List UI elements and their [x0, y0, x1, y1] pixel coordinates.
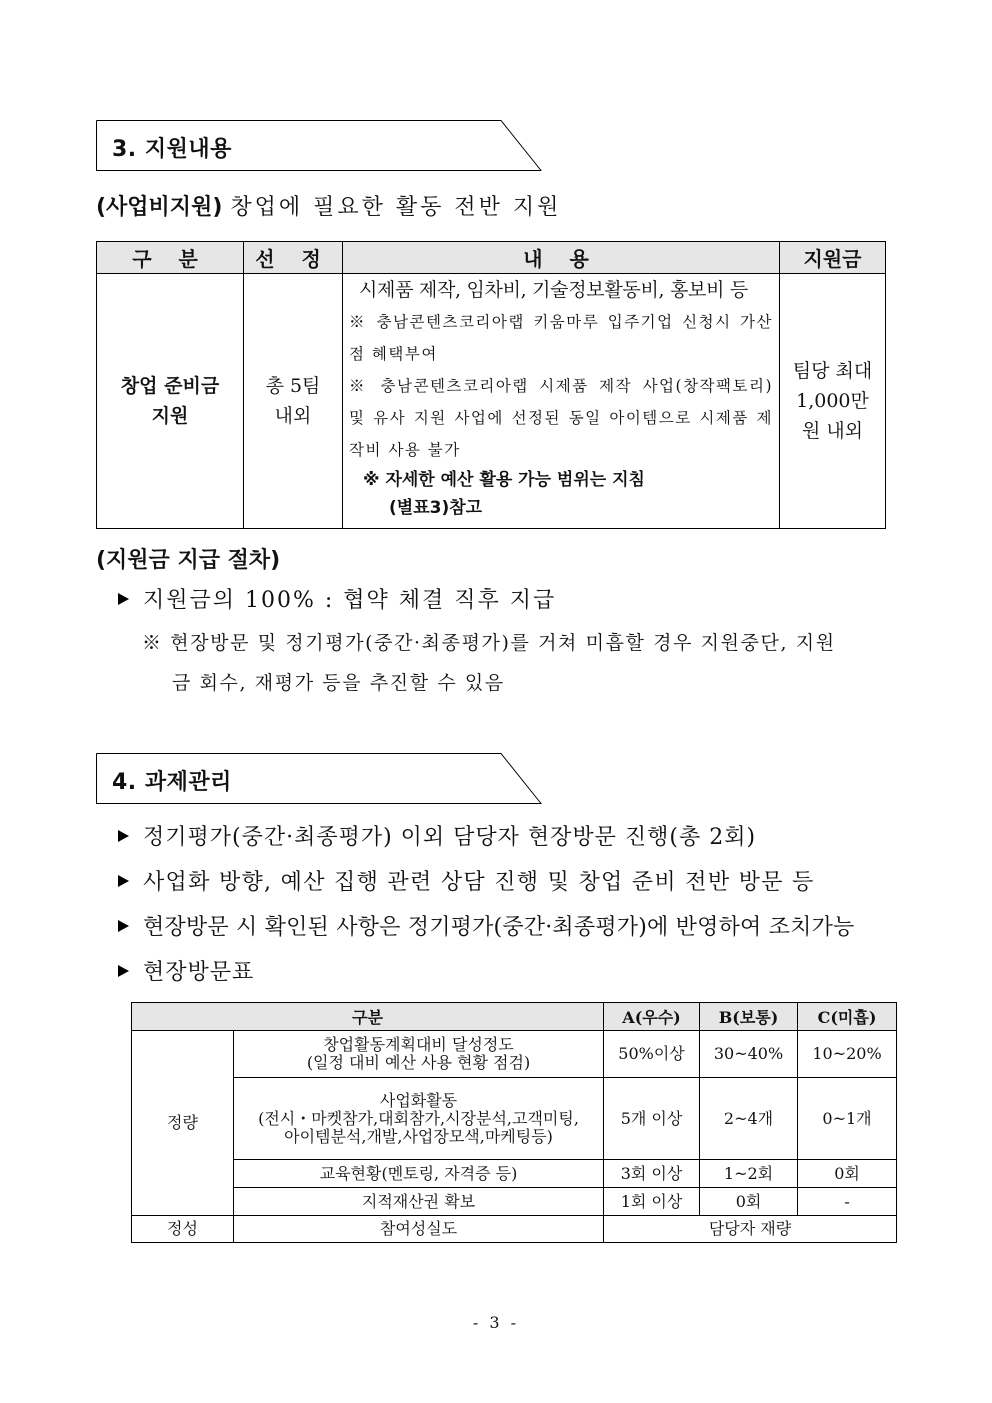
section-3-title: 3. 지원내용 [112, 137, 232, 162]
item-line: (일정 대비 예산 사용 현황 점검) [306, 1053, 531, 1072]
payment-bullet-item [118, 583, 556, 614]
header-grade-c: C(미흡) [798, 1003, 897, 1031]
item-cell: 지적재산권 확보 [234, 1188, 604, 1216]
payment-note-line1: ※ 현장방문 및 정기평가(중간·최종평가)를 거쳐 미흡할 경우 지원중단, 지원 [142, 632, 836, 654]
management-bullet-3 [118, 910, 854, 941]
section-4-title: 4. 과제관리 [112, 770, 232, 795]
category-cell: 창업 준비금 지원 [97, 274, 244, 529]
qualitative-item: 참여성실도 [234, 1216, 604, 1243]
content-note-3-line2: (별표3)참고 [389, 498, 483, 518]
table-row [132, 1078, 897, 1160]
grade-c-cell: 10~20% [798, 1031, 897, 1078]
table-row [132, 1188, 897, 1216]
triangle-bullet-icon [118, 965, 129, 977]
selection-cell: 총 5팀 내외 [244, 274, 343, 529]
grade-c-cell: - [798, 1188, 897, 1216]
triangle-bullet-icon [118, 593, 129, 605]
grade-b-cell: 30~40% [700, 1031, 798, 1078]
payment-note-line2: 금 회수, 재평가 등을 추진할 수 있음 [172, 672, 505, 694]
header-content: 내 용 [343, 242, 780, 274]
header-category: 구분 [132, 1003, 604, 1031]
content-note-3-line1: ※ 자세한 예산 활용 가능 범위는 지침 [363, 470, 645, 490]
amount-cell: 팀당 최대 1,000만원 내외 [780, 274, 886, 529]
grade-b-cell: 0회 [700, 1188, 798, 1216]
section-4-header [96, 753, 542, 805]
section-3-header [96, 120, 542, 172]
item-line: 창업활동계획대비 달성정도 [323, 1035, 514, 1054]
grade-a-cell: 50%이상 [604, 1031, 700, 1078]
business-support-line [96, 190, 561, 221]
management-bullet-1 [118, 820, 756, 851]
header-amount: 지원금 [780, 242, 886, 274]
payment-bullet-text: 지원금의 100% : 협약 체결 직후 지급 [143, 588, 557, 613]
management-bullet-text: 현장방문 시 확인된 사항은 정기평가(중간·최종평가)에 반영하여 조치가능 [143, 915, 855, 940]
management-bullet-text: 정기평가(중간·최종평가) 이외 담당자 현장방문 진행(총 2회) [143, 825, 757, 850]
management-bullet-text: 사업화 방향, 예산 집행 관련 상담 진행 및 창업 준비 전반 방문 등 [143, 870, 815, 895]
qualitative-result: 담당자 재량 [604, 1216, 897, 1243]
grade-c-cell: 0~1개 [798, 1078, 897, 1160]
item-line: 아이템분석,개발,사업장모색,마케팅등) [284, 1126, 553, 1146]
content-note-1: ※ 충남콘텐츠코리아랩 키움마루 입주기업 신청시 가산점 혜택부여 [349, 313, 773, 363]
support-content-table [96, 241, 886, 529]
table-row [132, 1216, 897, 1243]
header-selection: 선 정 [244, 242, 343, 274]
grade-a-cell: 5개 이상 [604, 1078, 700, 1160]
item-cell [234, 1031, 604, 1078]
qualitative-label: 정성 [132, 1216, 234, 1243]
grade-b-cell: 2~4개 [700, 1078, 798, 1160]
business-support-text: 창업에 필요한 활동 전반 지원 [230, 195, 562, 220]
triangle-bullet-icon [118, 920, 129, 932]
management-bullet-2 [118, 865, 815, 896]
header-category: 구 분 [97, 242, 244, 274]
table-row [132, 1160, 897, 1188]
payment-procedure-title: (지원금 지급 절차) [96, 548, 281, 573]
header-grade-b: B(보통) [700, 1003, 798, 1031]
content-note-2: ※ 충남콘텐츠코리아랩 시제품 제작 사업(창작팩토리) 및 유사 지원 사업에 선정된 동일 아이템으로 시제품 제작비 사용 불가 [349, 377, 773, 459]
item-cell: 교육현황(멘토링, 자격증 등) [234, 1160, 604, 1188]
grade-a-cell: 1회 이상 [604, 1188, 700, 1216]
table-row [132, 1031, 897, 1078]
page-number: - 3 - [472, 1313, 520, 1332]
content-main: 시제품 제작, 임차비, 기술정보활동비, 홍보비 등 [359, 279, 748, 301]
content-cell [343, 274, 780, 529]
item-line: 사업화활동 [379, 1090, 458, 1110]
table-row [97, 274, 886, 529]
table-header-row [132, 1003, 897, 1031]
table-header-row [97, 242, 886, 274]
management-bullet-text: 현장방문표 [143, 960, 255, 985]
item-cell [234, 1078, 604, 1160]
grade-b-cell: 1~2회 [700, 1160, 798, 1188]
triangle-bullet-icon [118, 875, 129, 887]
quantitative-label: 정량 [132, 1031, 234, 1216]
grade-c-cell: 0회 [798, 1160, 897, 1188]
triangle-bullet-icon [118, 830, 129, 842]
grade-a-cell: 3회 이상 [604, 1160, 700, 1188]
management-bullet-4 [118, 955, 254, 986]
site-visit-table [131, 1002, 897, 1243]
business-support-label: (사업비지원) [96, 195, 223, 220]
item-line: (전시・마켓참가,대회참가,시장분석,고객미팅, [258, 1108, 579, 1128]
header-grade-a: A(우수) [604, 1003, 700, 1031]
